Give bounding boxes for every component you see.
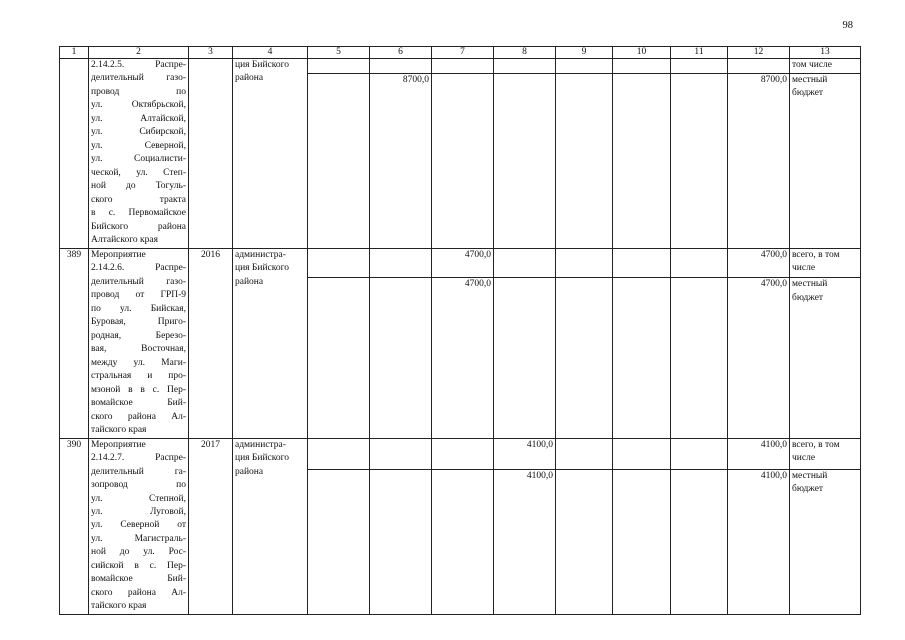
- description-line: ул. Магистраль-: [91, 533, 186, 544]
- amount-cell-c7: [432, 59, 494, 74]
- description-line: 2.14.2.7. Распре-: [91, 453, 186, 464]
- table-row: [60, 438, 861, 469]
- executor-cell: [233, 248, 308, 438]
- description-line: ского района Ал-: [91, 411, 186, 422]
- amount-cell-c5: [308, 278, 370, 438]
- executor-cell: [233, 438, 308, 614]
- amount-cell-c9: [556, 469, 613, 614]
- description-line: зопровод по: [91, 480, 186, 491]
- description-line: Мероприятие: [91, 439, 146, 450]
- amount-cell-c12: 4100,0: [728, 438, 790, 469]
- measure-description-cell: [89, 438, 189, 614]
- col-header: 10: [613, 47, 671, 59]
- description-line: провод по: [91, 86, 186, 97]
- description-line: Бийского района: [91, 221, 186, 232]
- amount-cell-c8: [494, 59, 556, 74]
- description-line: сийской в с. Пер-: [91, 560, 186, 571]
- row-number-cell: 390: [60, 438, 89, 614]
- description-line: Буровая, Приго-: [91, 317, 186, 328]
- amount-cell-c10: [613, 469, 671, 614]
- funding-source-cell: всего, в том числе: [790, 248, 861, 278]
- description-line: делительный газо-: [91, 276, 186, 287]
- amount-cell-c9: [556, 278, 613, 438]
- description-line: стральная и про-: [91, 371, 186, 382]
- measure-description-cell: [89, 59, 189, 249]
- description-line: вая, Восточная,: [91, 344, 186, 355]
- funding-source-cell: местный бюджет: [790, 469, 861, 614]
- description-line: Алтайского края: [91, 235, 159, 246]
- description-line: ул. Социалисти-: [91, 154, 186, 165]
- executor-line: администра-: [235, 249, 286, 260]
- col-header: 1: [60, 47, 89, 59]
- amount-cell-c9: [556, 73, 613, 248]
- funding-source-cell: местный бюджет: [790, 73, 861, 248]
- amount-cell-c8: [494, 73, 556, 248]
- amount-cell-c8: [494, 278, 556, 438]
- col-header: 2: [89, 47, 189, 59]
- amount-cell-c8: [494, 248, 556, 278]
- amount-cell-c10: [613, 248, 671, 278]
- amount-cell-c5: [308, 438, 370, 469]
- description-line: вомайское Бий-: [91, 398, 186, 409]
- table-row: [60, 248, 861, 278]
- amount-cell-c12: 4100,0: [728, 469, 790, 614]
- amount-cell-c6: [370, 469, 432, 614]
- amount-cell-c11: [671, 469, 728, 614]
- description-line: вомайское Бий-: [91, 574, 186, 585]
- amount-cell-c5: [308, 73, 370, 248]
- description-line: тайского края: [91, 601, 147, 612]
- year-cell: [189, 59, 233, 249]
- amount-cell-c11: [671, 73, 728, 248]
- description-line: делительный газо-: [91, 73, 186, 84]
- amount-cell-c9: [556, 248, 613, 278]
- col-header: 4: [233, 47, 308, 59]
- executor-line: ция Бийского: [235, 263, 290, 274]
- amount-cell-c8: 4100,0: [494, 438, 556, 469]
- amount-cell-c12: 4700,0: [728, 248, 790, 278]
- description-line: между ул. Маги-: [91, 357, 186, 368]
- row-number-cell: [60, 59, 89, 249]
- amount-cell-c6: [370, 278, 432, 438]
- executor-line: администра-: [235, 439, 286, 450]
- amount-cell-c7: [432, 73, 494, 248]
- col-header: 5: [308, 47, 370, 59]
- amount-cell-c9: [556, 438, 613, 469]
- description-line: ной до ул. Рос-: [91, 547, 186, 558]
- description-line: ул. Октябрьской,: [91, 100, 186, 111]
- funding-source-cell: всего, в том числе: [790, 438, 861, 469]
- amount-cell-c12: 4700,0: [728, 278, 790, 438]
- description-line: 2.14.2.6. Распре-: [91, 263, 186, 274]
- amount-cell-c6: [370, 438, 432, 469]
- executor-line: района: [235, 73, 264, 84]
- description-line: делительный га-: [91, 466, 186, 477]
- amount-cell-c7: [432, 469, 494, 614]
- description-line: ул. Степной,: [91, 493, 186, 504]
- col-header: 7: [432, 47, 494, 59]
- amount-cell-c6: 8700,0: [370, 73, 432, 248]
- description-line: Мероприятие: [91, 249, 146, 260]
- description-line: мзоной в в с. Пер-: [91, 384, 186, 395]
- table-row: [60, 59, 861, 74]
- measure-description-cell: [89, 248, 189, 438]
- description-line: ческой, ул. Степ-: [91, 167, 186, 178]
- executor-line: района: [235, 276, 264, 287]
- amount-cell-c5: [308, 248, 370, 278]
- executor-line: района: [235, 466, 264, 477]
- description-line: ского района Ал-: [91, 587, 186, 598]
- description-line: родная, Березо-: [91, 330, 186, 341]
- amount-cell-c11: [671, 438, 728, 469]
- amount-cell-c11: [671, 248, 728, 278]
- page-number: 98: [842, 20, 853, 31]
- amount-cell-c6: [370, 59, 432, 74]
- col-header: 11: [671, 47, 728, 59]
- amount-cell-c7: 4700,0: [432, 278, 494, 438]
- amount-cell-c11: [671, 278, 728, 438]
- description-line: провод от ГРП-9: [91, 290, 186, 301]
- budget-table: [59, 46, 861, 615]
- amount-cell-c10: [613, 59, 671, 74]
- amount-cell-c7: 4700,0: [432, 248, 494, 278]
- col-header: 13: [790, 47, 861, 59]
- description-line: ского тракта: [91, 194, 186, 205]
- year-cell: 2016: [189, 248, 233, 438]
- header-row: [60, 47, 861, 59]
- description-line: ул. Северной от: [91, 520, 186, 531]
- description-line: ной до Тогуль-: [91, 181, 186, 192]
- description-line: по ул. Бийская,: [91, 303, 186, 314]
- funding-source-cell: местный бюджет: [790, 278, 861, 438]
- amount-cell-c9: [556, 59, 613, 74]
- description-line: 2.14.2.5. Распре-: [91, 60, 186, 70]
- amount-cell-c12: [728, 59, 790, 74]
- description-line: ул. Северной,: [91, 140, 186, 151]
- col-header: 9: [556, 47, 613, 59]
- col-header: 12: [728, 47, 790, 59]
- amount-cell-c5: [308, 59, 370, 74]
- description-line: ул. Алтайской,: [91, 113, 186, 124]
- col-header: 8: [494, 47, 556, 59]
- description-line: ул. Луговой,: [91, 506, 186, 517]
- executor-cell: [233, 59, 308, 249]
- funding-source-cell: том числе: [790, 59, 861, 74]
- description-line: тайского края: [91, 425, 147, 436]
- amount-cell-c10: [613, 73, 671, 248]
- amount-cell-c8: 4100,0: [494, 469, 556, 614]
- year-cell: 2017: [189, 438, 233, 614]
- amount-cell-c11: [671, 59, 728, 74]
- row-number-cell: 389: [60, 248, 89, 438]
- amount-cell-c10: [613, 278, 671, 438]
- amount-cell-c6: [370, 248, 432, 278]
- executor-line: ция Бийского: [235, 453, 290, 464]
- description-line: ул. Сибирской,: [91, 127, 186, 138]
- col-header: 3: [189, 47, 233, 59]
- col-header: 6: [370, 47, 432, 59]
- amount-cell-c5: [308, 469, 370, 614]
- amount-cell-c12: 8700,0: [728, 73, 790, 248]
- executor-line: ция Бийского: [235, 60, 290, 70]
- description-line: в с. Первомайское: [91, 208, 186, 219]
- amount-cell-c10: [613, 438, 671, 469]
- amount-cell-c7: [432, 438, 494, 469]
